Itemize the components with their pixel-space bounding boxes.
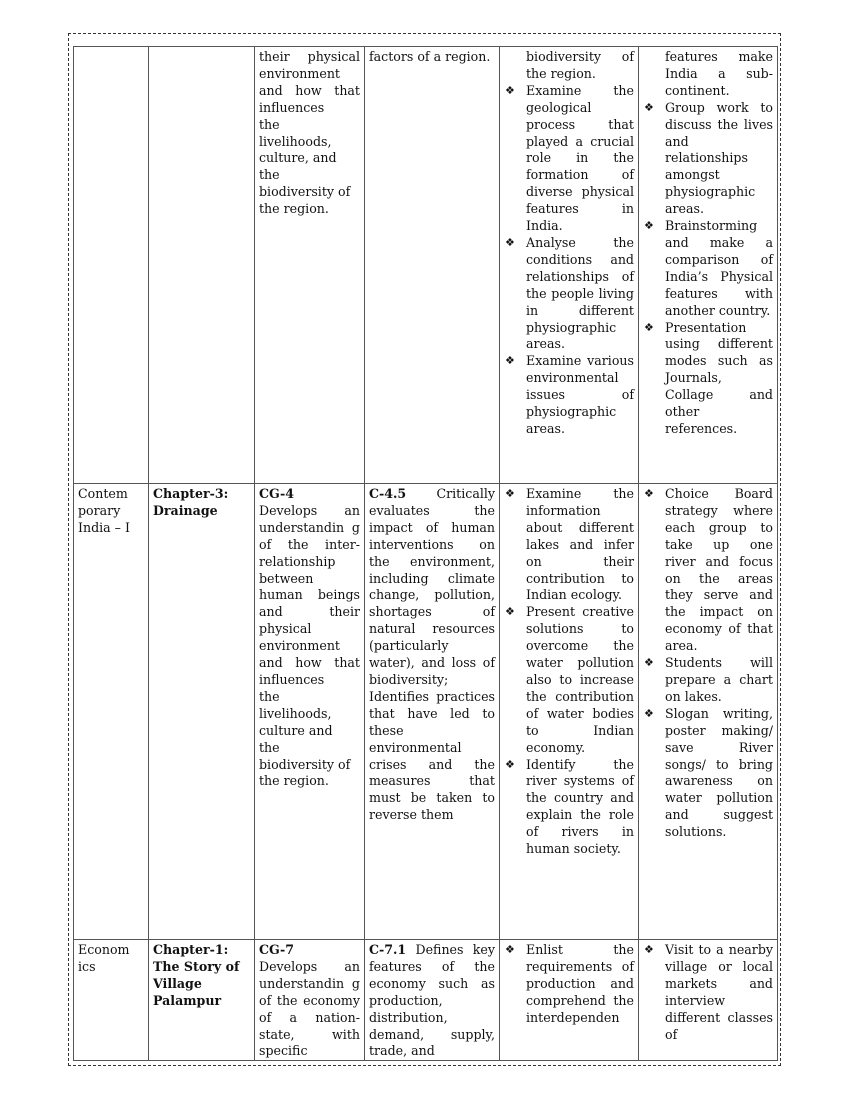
list-item: ❖ Enlist the requirements of production and comprehend the interdependen — [504, 942, 634, 1027]
list-item: ❖ Group work to discuss the lives and relationships amongst physiographic areas. — [643, 100, 773, 218]
activities-cell — [500, 940, 639, 1061]
table-row — [74, 47, 778, 484]
activities-cell — [500, 484, 639, 940]
curricular-goal-cell: CG-7 Develops an understandin g of the economy of a nation-state, with specific — [255, 940, 365, 1061]
list-item: ❖ Identify the river systems of the country and explain the role of rivers in human society. — [504, 757, 634, 858]
activities-cell — [500, 47, 639, 484]
subject-cell — [74, 47, 149, 484]
curricular-goal-cell: CG-4 Develops an understandin g of the inter-relationship between human beings and their physical environment and how that influences the livelihoods, culture and the biodiversity of the region. — [255, 484, 365, 940]
list-item: biodiversity of the region. — [526, 49, 634, 81]
subject-cell: Econom ics — [74, 940, 149, 1061]
list-item: ❖ Visit to a nearby village or local markets and interview different classes of — [643, 942, 773, 1043]
competency-cell: C-4.5 Critically evaluates the impact of human interventions on the environment, including climate change, pollution, shortages of natural resources (particularly water), and loss of biodiversity; Identifies practices that have led to these environmental crises and the measures that must be taken to reverse them — [365, 484, 500, 940]
competency-code: C-4.5 — [369, 486, 407, 501]
activities-list — [504, 49, 634, 438]
table-row — [74, 484, 778, 940]
list-item: ❖ Examine the geological process that played a crucial role in the formation of diverse physical features in India. — [504, 83, 634, 235]
list-item: ❖ Brainstorming and make a comparison of India’s Physical features with another country. — [643, 218, 773, 319]
chapter-cell — [149, 47, 255, 484]
curriculum-table — [73, 46, 778, 1061]
chapter-cell: Chapter-3: Drainage — [149, 484, 255, 940]
list-item: ❖ Students will prepare a chart on lakes. — [643, 655, 773, 706]
pedagogy-list — [643, 486, 773, 841]
competency-cell: factors of a region. — [365, 47, 500, 484]
list-item: ❖ Choice Board strategy where each group to take up one river and focus on the areas they serve and the impact on economy of that area. — [643, 486, 773, 655]
list-item: ❖ Analyse the conditions and relationships of the people living in different physiographic areas. — [504, 235, 634, 353]
pedagogy-cell — [639, 940, 778, 1061]
activities-list — [504, 486, 634, 858]
list-item: ❖ Examine the information about different lakes and infer on their contribution to Indian ecology. — [504, 486, 634, 604]
competency-cell: C-7.1 Defines key features of the economy such as production, distribution, demand, supply, trade, and — [365, 940, 500, 1061]
pedagogy-cell — [639, 47, 778, 484]
list-item: ❖ Examine various environmental issues of physiographic areas. — [504, 353, 634, 438]
list-item: ❖ Present creative solutions to overcome the water pollution also to increase the contribution of water bodies to Indian economy. — [504, 604, 634, 756]
pedagogy-list — [643, 49, 773, 438]
subject-cell: Contem porary India – I — [74, 484, 149, 940]
list-item: features make India a sub-continent. — [665, 49, 773, 98]
table-row — [74, 940, 778, 1061]
activities-list — [504, 942, 634, 1027]
pedagogy-cell — [639, 484, 778, 940]
curricular-goal-cell: their physical environment and how that influences the livelihoods, culture, and the biodiversity of the region. — [255, 47, 365, 484]
curricular-goal-code: CG-7 — [259, 942, 295, 957]
competency-code: C-7.1 — [369, 942, 407, 957]
chapter-cell: Chapter-1: The Story of Village Palampur — [149, 940, 255, 1061]
curricular-goal-code: CG-4 — [259, 486, 295, 501]
pedagogy-list — [643, 942, 773, 1043]
list-item: ❖ Slogan writing, poster making/ save River songs/ to bring awareness on water pollution and suggest solutions. — [643, 706, 773, 841]
list-item: ❖ Presentation using different modes such as Journals, Collage and other references. — [643, 320, 773, 438]
